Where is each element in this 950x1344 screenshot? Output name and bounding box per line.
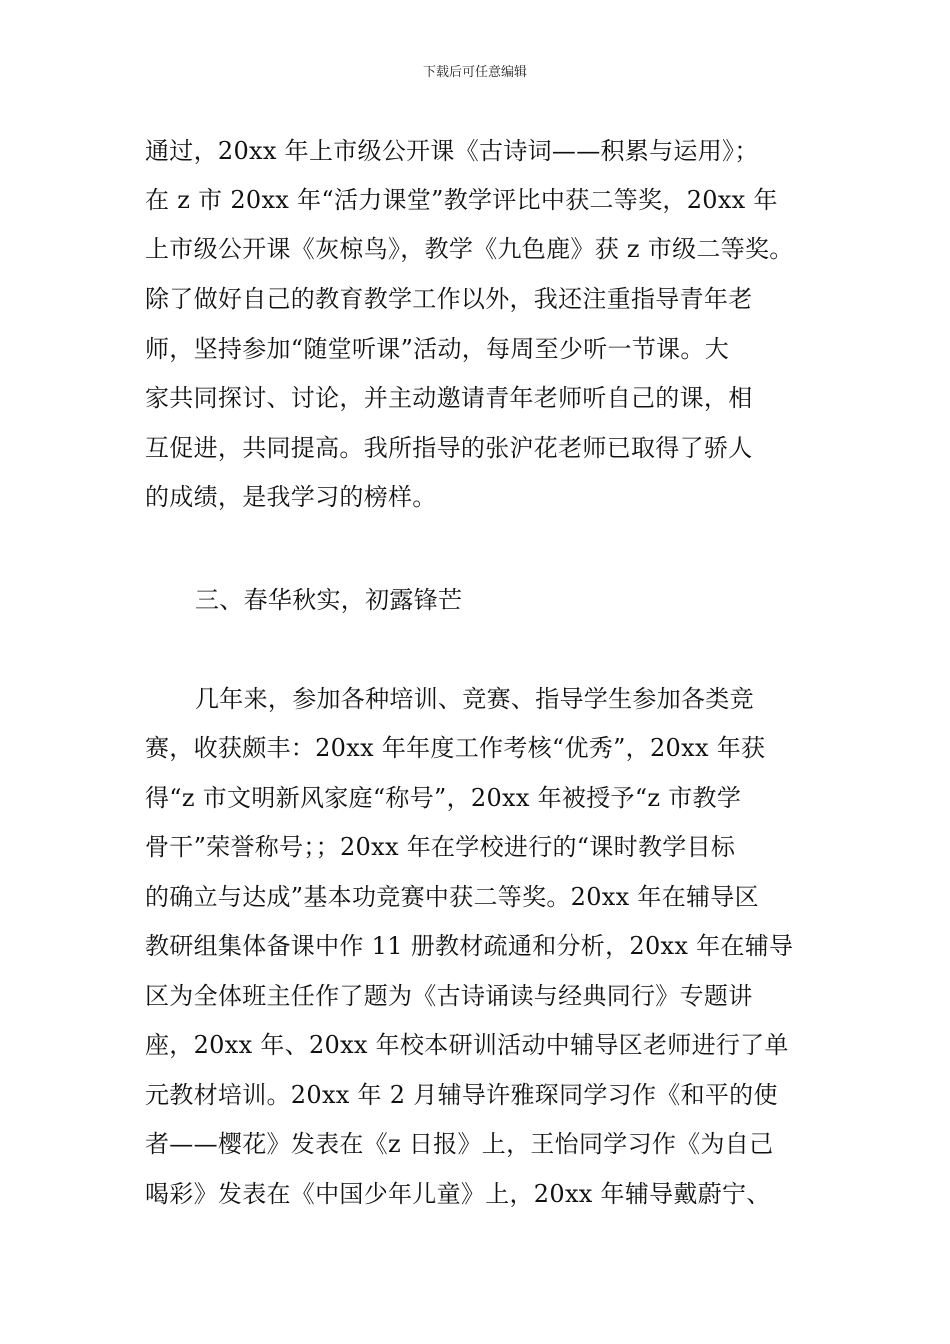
paragraph-line: 上市级公开课《灰椋鸟》，教学《九色鹿》获 z 市级二等奖。 bbox=[145, 235, 794, 263]
page-header-note: 下载后可任意编辑 bbox=[422, 65, 527, 80]
paragraph-line: 区为全体班主任作了题为《古诗诵读与经典同行》专题讲 bbox=[145, 982, 753, 1010]
paragraph-line: 在 z 市 20xx 年“活力课堂”教学评比中获二等奖，20xx 年 bbox=[145, 186, 778, 214]
section-heading: 三、春华秋实，初露锋芒 bbox=[195, 586, 463, 614]
paragraph-line: 的成绩，是我学习的榜样。 bbox=[145, 483, 437, 511]
paragraph-line: 通过，20xx 年上市级公开课《古诗词——积累与运用》； bbox=[145, 137, 759, 165]
paragraph-line: 喝彩》发表在《中国少年儿童》上，20xx 年辅导戴蔚宁、 bbox=[145, 1180, 771, 1208]
paragraph-line: 除了做好自己的教育教学工作以外，我还注重指导青年老 bbox=[145, 285, 753, 313]
paragraph-line: 师，坚持参加“随堂听课”活动，每周至少听一节课。大 bbox=[145, 335, 730, 363]
paragraph-line: 互促进，共同提高。我所指导的张沪花老师已取得了骄人 bbox=[145, 434, 753, 462]
paragraph-line: 元教材培训。20xx 年 2 月辅导许雅琛同学习作《和平的使 bbox=[145, 1081, 778, 1109]
paragraph-line: 座，20xx 年、20xx 年校本研训活动中辅导区老师进行了单 bbox=[145, 1031, 789, 1059]
paragraph-line: 骨干”荣誉称号；；20xx 年在学校进行的“课时教学目标 bbox=[145, 833, 736, 861]
paragraph-line: 家共同探讨、讨论，并主动邀请青年老师听自己的课，相 bbox=[145, 384, 753, 412]
paragraph-line: 赛，收获颇丰：20xx 年年度工作考核“优秀”，20xx 年获 bbox=[145, 734, 766, 762]
paragraph-line: 得“z 市文明新风家庭“称号”，20xx 年被授予“z 市教学 bbox=[145, 784, 742, 812]
paragraph-line: 的确立与达成”基本功竞赛中获二等奖。20xx 年在辅导区 bbox=[145, 883, 759, 911]
paragraph-line: 者——樱花》发表在《z 日报》上，王怡同学习作《为自己 bbox=[145, 1130, 774, 1158]
paragraph-line: 几年来，参加各种培训、竞赛、指导学生参加各类竞 bbox=[195, 685, 754, 713]
paragraph-line: 教研组集体备课中作 11 册教材疏通和分析，20xx 年在辅导 bbox=[145, 932, 794, 960]
